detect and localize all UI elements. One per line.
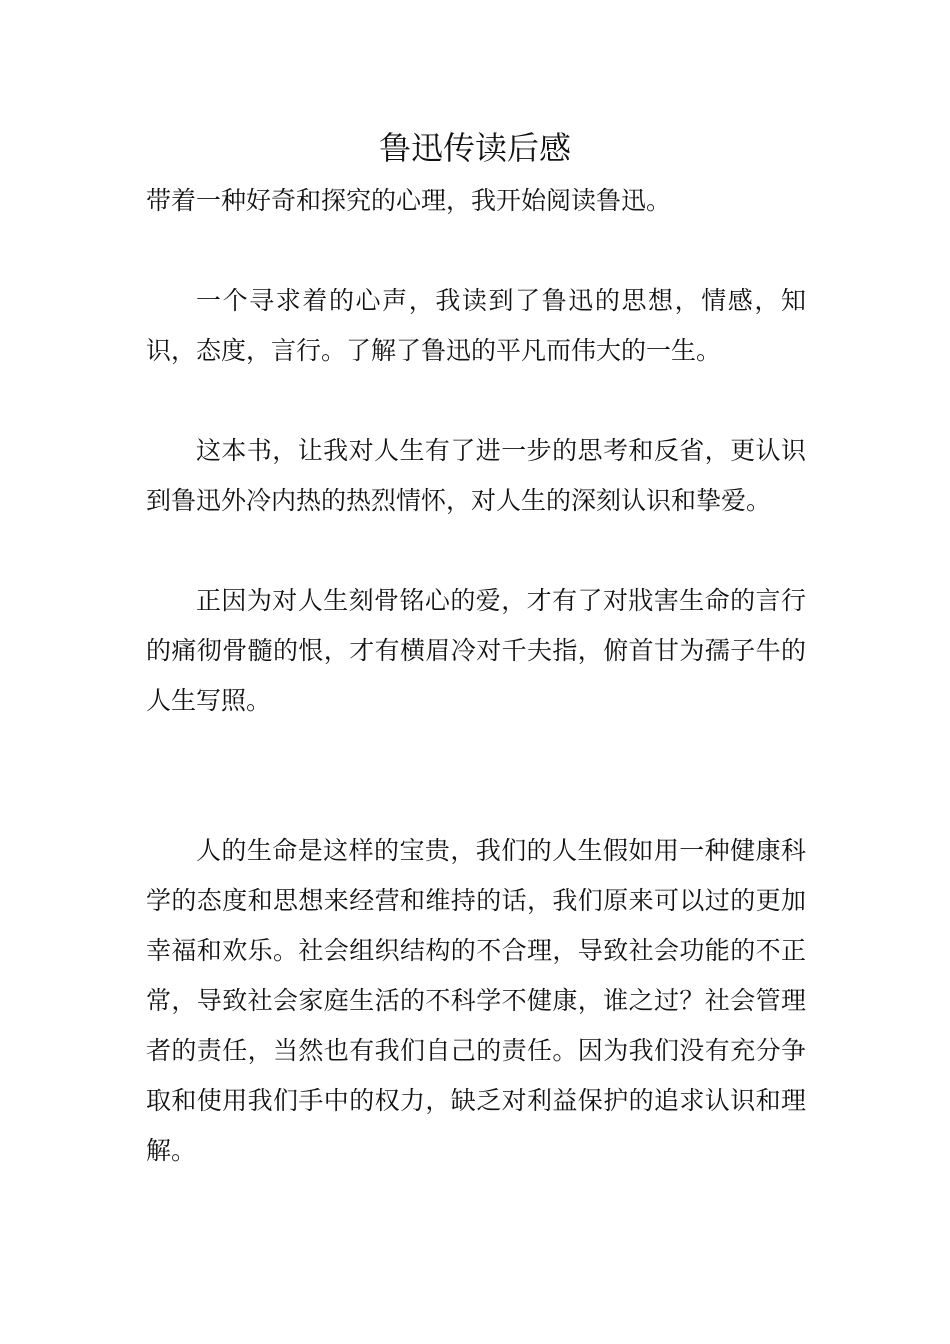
paragraph-2: 一个寻求着的心声，我读到了鲁迅的思想，情感，知识，态度，言行。了解了鲁迅的平凡而伟大的一生。 bbox=[146, 286, 806, 365]
document-body bbox=[146, 176, 806, 1176]
paragraph-3: 这本书，让我对人生有了进一步的思考和反省，更认识到鲁迅外冷内热的热烈情怀，对人生的深刻认识和挚爱。 bbox=[146, 436, 806, 515]
document-title: 鲁迅传读后感 bbox=[378, 129, 571, 167]
paragraph-4: 正因为对人生刻骨铭心的爱，才有了对戕害生命的言行的痛彻骨髓的恨，才有横眉冷对千夫指，俯首甘为孺子牛的人生写照。 bbox=[146, 586, 806, 715]
paragraph-5: 人的生命是这样的宝贵，我们的人生假如用一种健康科学的态度和思想来经营和维持的话，我们原来可以过的更加幸福和欢乐。社会组织结构的不合理，导致社会功能的不正常，导致社会家庭生活的不科学不健康，谁之过？社会管理者的责任，当然也有我们自己的责任。因为我们没有充分争取和使用我们手中的权力，缺乏对利益保护的追求认识和理解。 bbox=[146, 836, 806, 1165]
paragraph-1: 带着一种好奇和探究的心理，我开始阅读鲁迅。 bbox=[146, 186, 672, 215]
